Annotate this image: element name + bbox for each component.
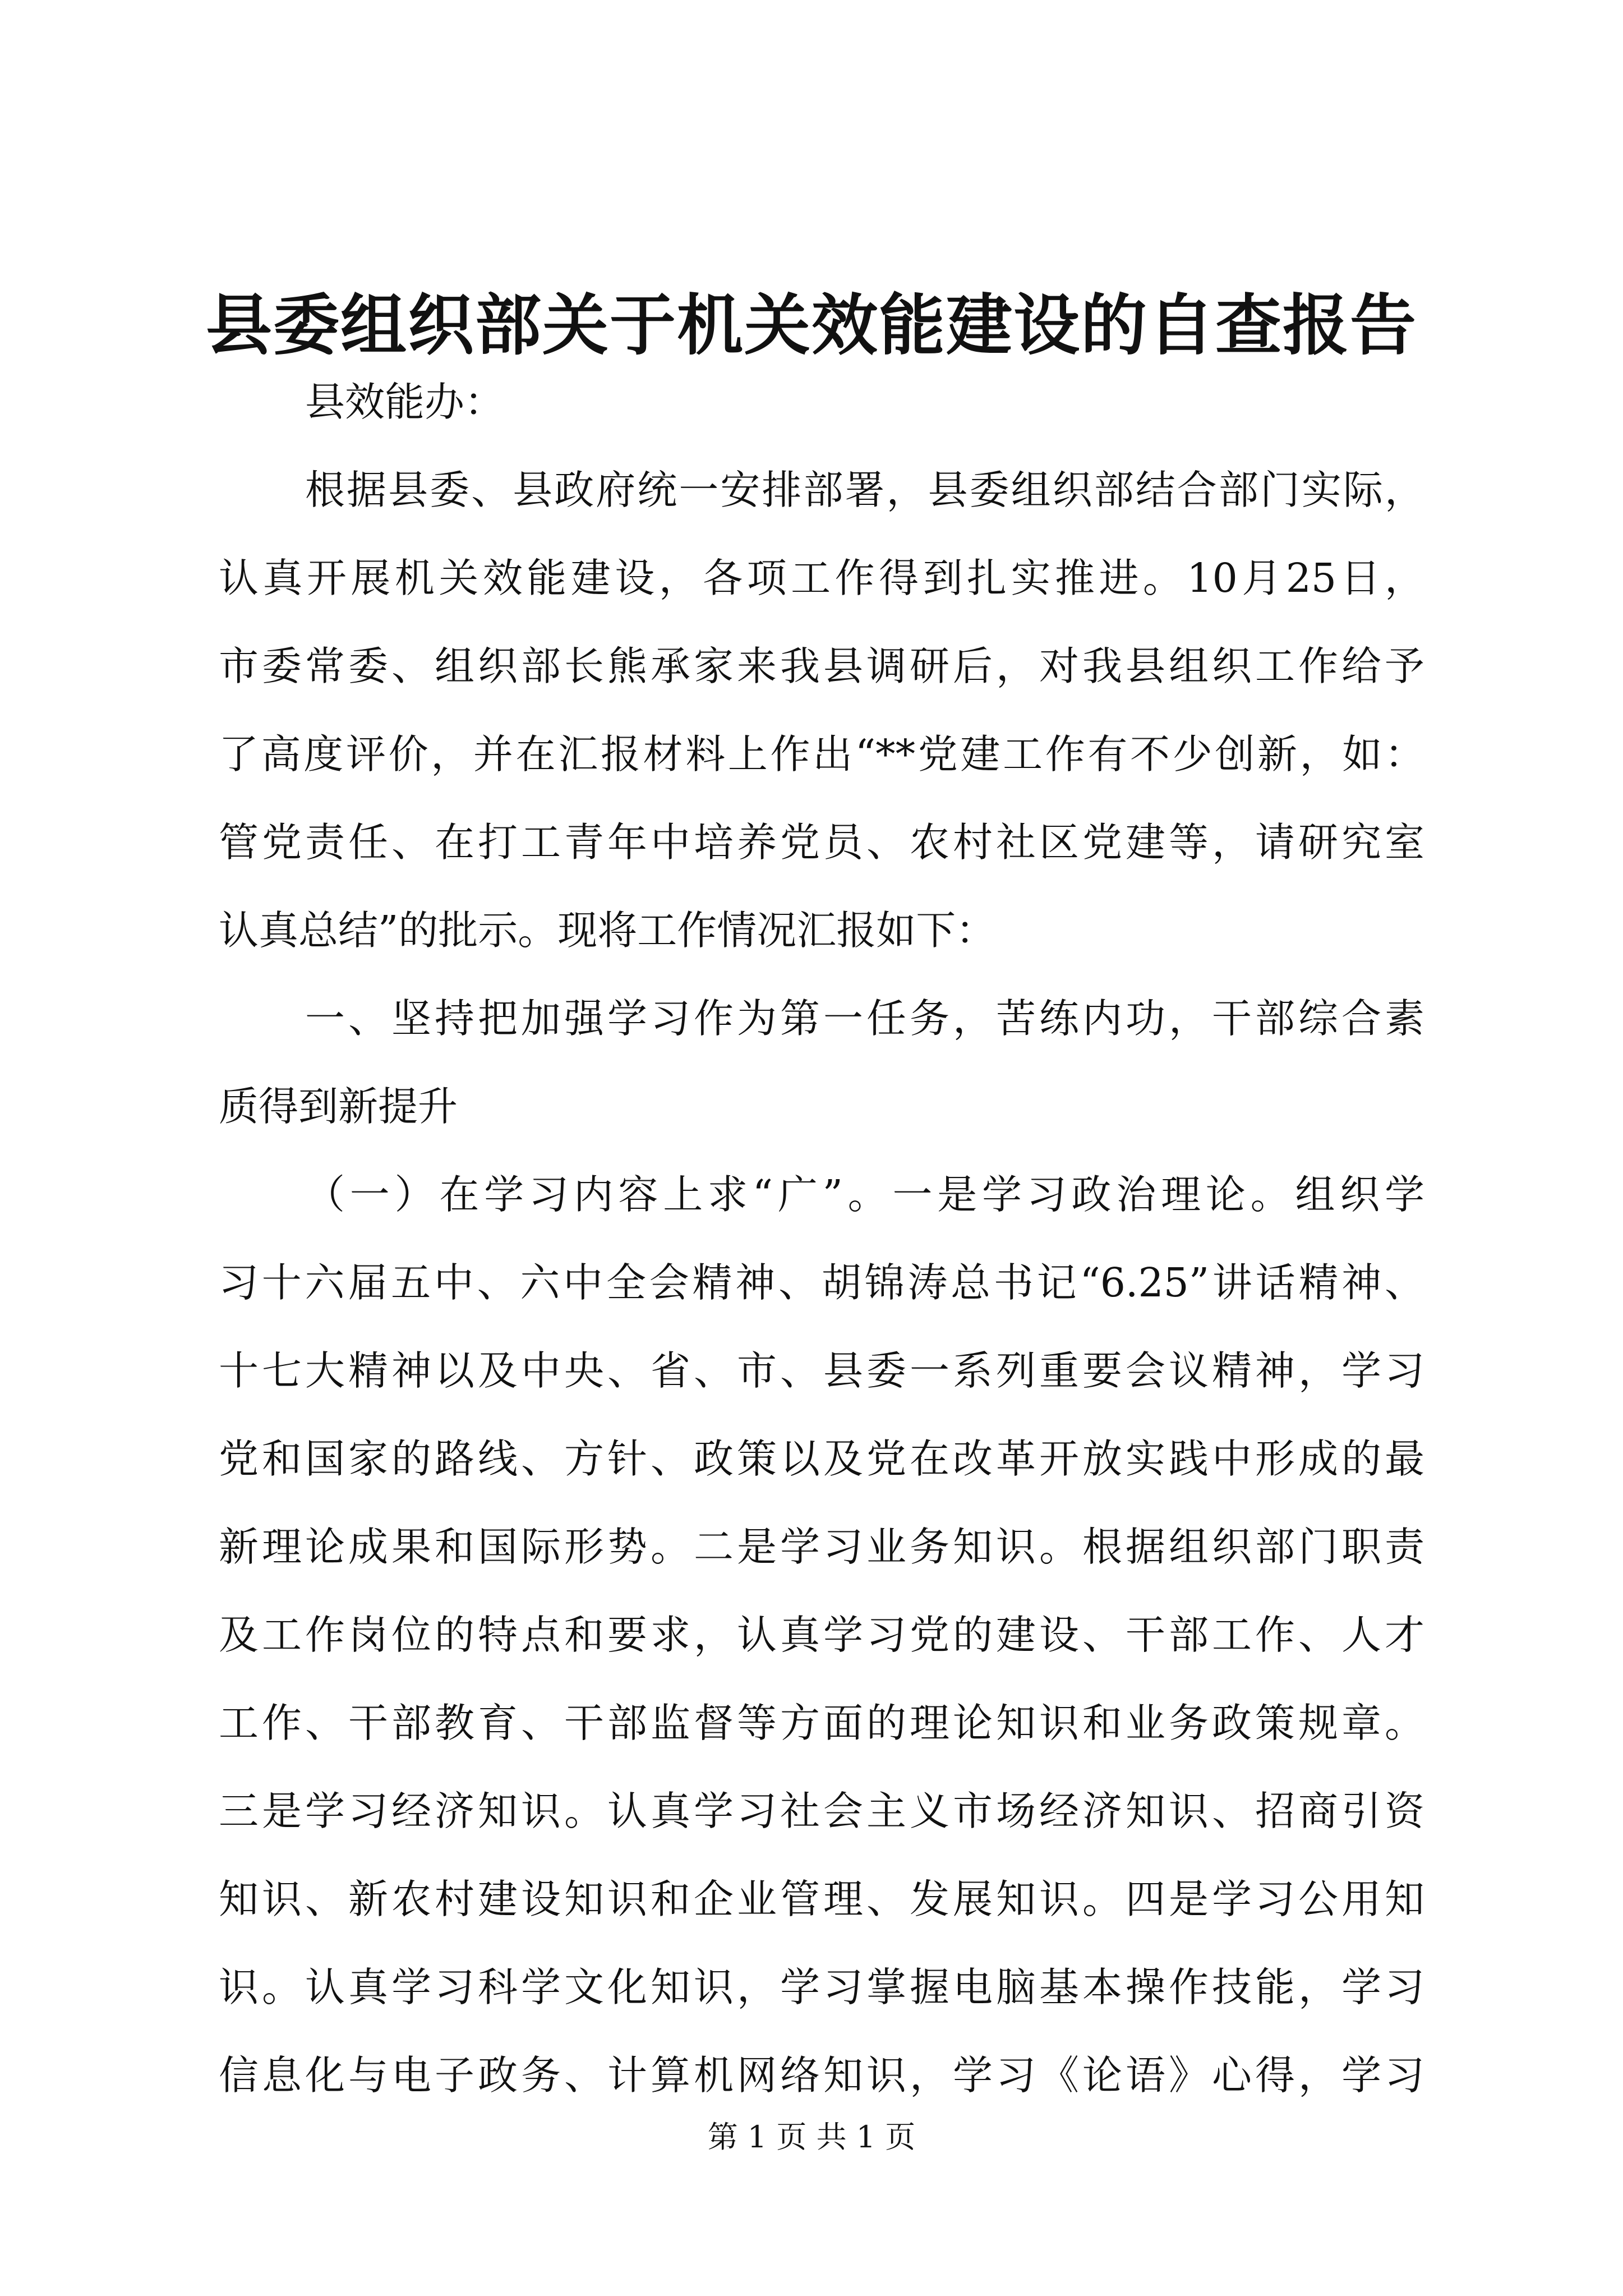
paragraph-line: 十七大精神以及中央、省、市、县委一系列重要会议精神，学习: [219, 1347, 1424, 1394]
paragraph-line: 三是学习经济知识。认真学习社会主义市场经济知识、招商引资: [219, 1788, 1424, 1834]
paragraph-line: （一）在学习内容上求“广”。一是学习政治理论。组织学: [305, 1171, 1424, 1218]
paragraph-line: 市委常委、组织部长熊承家来我县调研后，对我县组织工作给予: [219, 643, 1424, 689]
document-title: 县委组织部关于机关效能建设的自查报告: [205, 286, 1417, 364]
paragraph-line: 认真总结”的批示。现将工作情况汇报如下：: [219, 907, 996, 954]
paragraph-line: 习十六届五中、六中全会精神、胡锦涛总书记“6.25”讲话精神、: [219, 1259, 1424, 1306]
paragraph-line: 信息化与电子政务、计算机网络知识，学习《论语》心得，学习: [219, 2052, 1424, 2099]
section-heading-line: 一、坚持把加强学习作为第一任务，苦练内功，干部综合素: [305, 995, 1424, 1042]
document-body: [219, 358, 1424, 2119]
section-heading-line: 质得到新提升: [219, 1083, 458, 1130]
paragraph-line: 党和国家的路线、方针、政策以及党在改革开放实践中形成的最: [219, 1435, 1424, 1482]
paragraph-line: 根据县委、县政府统一安排部署，县委组织部结合部门实际，: [305, 467, 1424, 513]
paragraph-line: 识。认真学习科学文化知识，学习掌握电脑基本操作技能，学习: [219, 1964, 1424, 2010]
paragraph-line: 工作、干部教育、干部监督等方面的理论知识和业务政策规章。: [219, 1700, 1424, 1746]
salutation: 县效能办：: [305, 379, 505, 425]
paragraph-line: 了高度评价，并在汇报材料上作出“**党建工作有不少创新，如：: [219, 731, 1424, 777]
page-number-footer: 第 1 页 共 1 页: [707, 2119, 916, 2155]
paragraph-line: 新理论成果和国际形势。二是学习业务知识。根据组织部门职责: [219, 1524, 1424, 1570]
paragraph-line: 知识、新农村建设知识和企业管理、发展知识。四是学习公用知: [219, 1876, 1424, 1922]
paragraph-line: 管党责任、在打工青年中培养党员、农村社区党建等，请研究室: [219, 819, 1424, 866]
paragraph-line: 认真开展机关效能建设，各项工作得到扎实推进。10月25日，: [219, 555, 1424, 601]
paragraph-line: 及工作岗位的特点和要求，认真学习党的建设、干部工作、人才: [219, 1612, 1424, 1658]
